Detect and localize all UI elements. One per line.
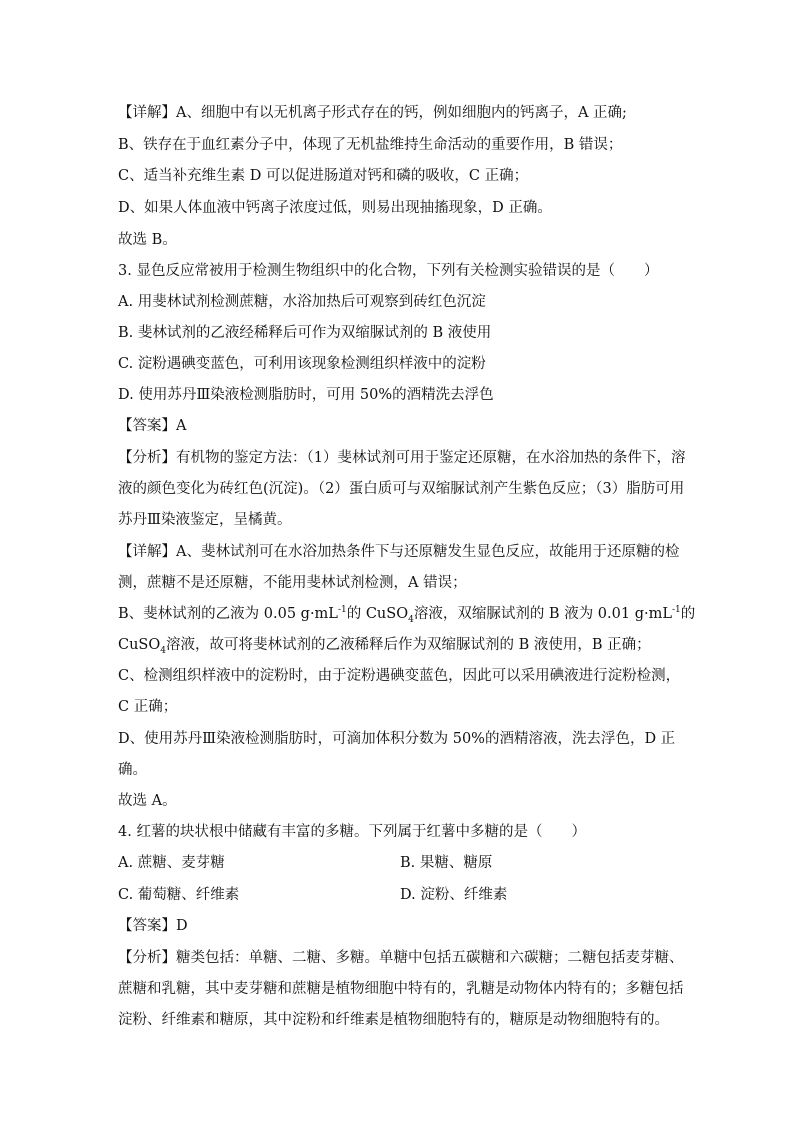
question-3-stem: 3. 显色反应常被用于检测生物组织中的化合物，下列有关检测实验错误的是（ ） xyxy=(118,263,659,279)
question-3-detail-line: C 正确； xyxy=(118,699,178,715)
detail-line-d: D、如果人体血液中钙离子浓度过低，则易出现抽搐现象，D 正确。 xyxy=(118,200,552,216)
question-4-option-b: B. 果糖、糖原 xyxy=(400,855,493,871)
question-4-stem: 4. 红薯的块状根中储藏有丰富的多糖。下列属于红薯中多糖的是（ ） xyxy=(118,824,586,840)
question-4-analysis-line: 【分析】糖类包括：单糖、二糖、多糖。单糖中包括五碳糖和六碳糖；二糖包括麦芽糖、 xyxy=(118,950,684,966)
question-3-detail-line: D、使用苏丹Ⅲ染液检测脂肪时，可滴加体积分数为 50%的酒精溶液，洗去浮色，D 正 xyxy=(118,731,676,747)
question-3-analysis-line: 液的颜色变化为砖红色(沉淀)。（2）蛋白质可与双缩脲试剂产生紫色反应；（3）脂肪可用 xyxy=(118,481,685,497)
question-3-analysis-line: 【分析】有机物的鉴定方法：（1）斐林试剂可用于鉴定还原糖，在水浴加热的条件下，溶 xyxy=(118,450,686,466)
question-3-detail-line: 【详解】A、斐林试剂可在水浴加热条件下与还原糖发生显色反应，故能用于还原糖的检 xyxy=(118,544,680,560)
question-3-conclusion: 故选 A。 xyxy=(118,793,177,809)
question-4-option-c: C. 葡萄糖、纤维素 xyxy=(118,887,240,903)
conclusion-line: 故选 B。 xyxy=(118,232,177,248)
question-3-detail-line-formula: B、斐林试剂的乙液为 0.05 $g\cdot mL^{-1}$的 CuSO$_4$溶液，双缩脲试剂的 B 液为 0.01 $g\cdot mL^{-1}$的 xyxy=(118,605,696,625)
detail-line-c: C、适当补充维生素 D 可以促进肠道对钙和磷的吸收，C 正确； xyxy=(118,168,529,184)
question-4-options-row-1 xyxy=(118,853,678,873)
question-3-detail-line: C、检测组织样液中的淀粉时，由于淀粉遇碘变蓝色，因此可以采用碘液进行淀粉检测， xyxy=(118,668,681,684)
question-3-option-d: D. 使用苏丹Ⅲ染液检测脂肪时，可用 50%的酒精洗去浮色 xyxy=(118,387,494,403)
question-3-option-a: A. 用斐林试剂检测蔗糖，水浴加热后可观察到砖红色沉淀 xyxy=(118,294,486,310)
question-3-detail-line-formula: CuSO$_4$溶液，故可将斐林试剂的乙液稀释后作为双缩脲试剂的 B 液使用，B 正确； xyxy=(118,637,651,656)
question-3-detail-line: 确。 xyxy=(118,762,147,778)
question-4-option-a: A. 蔗糖、麦芽糖 xyxy=(118,855,225,871)
question-3-answer: 【答案】A xyxy=(118,418,187,434)
question-3-option-b: B. 斐林试剂的乙液经稀释后可作为双缩脲试剂的 B 液使用 xyxy=(118,325,492,341)
question-3-analysis-line: 苏丹Ⅲ染液鉴定，呈橘黄。 xyxy=(118,512,292,528)
question-3-detail-line: 测，蔗糖不是还原糖，不能用斐林试剂检测，A 错误； xyxy=(118,575,467,591)
question-4-answer: 【答案】D xyxy=(118,918,188,934)
question-4-analysis-line: 蔗糖和乳糖，其中麦芽糖和蔗糖是植物细胞中特有的，乳糖是动物体内特有的；多糖包括 xyxy=(118,981,684,997)
question-4-options-row-2 xyxy=(118,885,678,905)
question-4-option-d: D. 淀粉、纤维素 xyxy=(400,887,508,903)
question-4-analysis-line: 淀粉、纤维素和糖原，其中淀粉和纤维素是植物细胞特有的，糖原是动物细胞特有的。 xyxy=(118,1012,669,1028)
detail-line-a: 【详解】A、细胞中有以无机离子形式存在的钙，例如细胞内的钙离子，A 正确; xyxy=(118,105,627,121)
detail-line-b: B、铁存在于血红素分子中，体现了无机盐维持生命活动的重要作用，B 错误； xyxy=(118,137,623,153)
question-3-option-c: C. 淀粉遇碘变蓝色，可利用该现象检测组织样液中的淀粉 xyxy=(118,356,486,372)
